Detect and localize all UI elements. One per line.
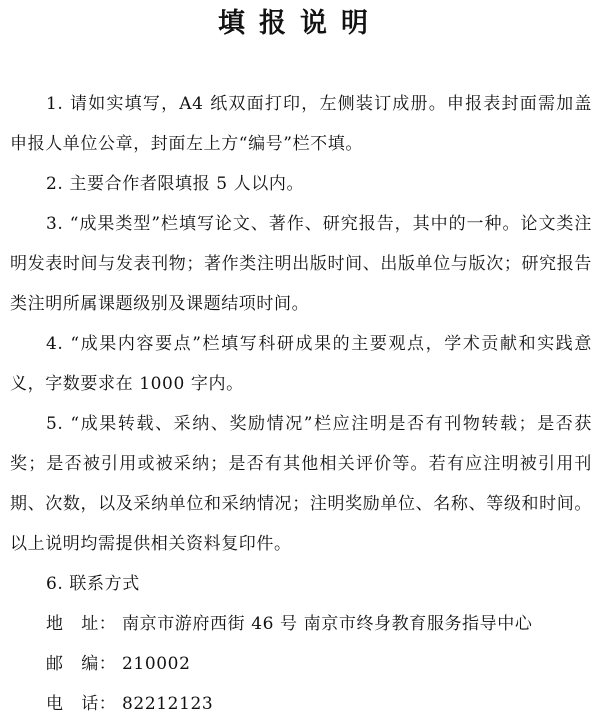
phone-label: 电 话：	[46, 694, 117, 714]
document-title: 填报说明	[218, 8, 382, 39]
instruction-item-5: 5. “成果转载、采纳、奖励情况”栏应注明是否有刊物转载；是否获奖；是否被引用或被采纳；是否有其他相关评价等。若有应注明被引用刊期、次数，以及采纳单位和采纳情况；注明奖励单位、名称、等级和时间。以上说明均需提供相关资料复印件。	[10, 414, 592, 554]
contact-phone-row	[10, 684, 592, 724]
instruction-item-2: 2. 主要合作者限填报 5 人以内。	[46, 174, 305, 194]
instruction-item-6: 6. 联系方式	[46, 574, 140, 594]
postcode-value: 210002	[122, 654, 191, 674]
contact-address-row	[10, 604, 592, 644]
postcode-label: 邮 编：	[46, 654, 117, 674]
contact-postcode-row	[10, 644, 592, 684]
instructions-body	[10, 84, 592, 724]
instruction-item-3: 3. “成果类型”栏填写论文、著作、研究报告，其中的一种。论文类注明发表时间与发表刊物；著作类注明出版时间、出版单位与版次；研究报告类注明所属课题级别及课题结项时间。	[10, 214, 592, 314]
address-value: 南京市游府西街 46 号 南京市终身教育服务指导中心	[122, 614, 533, 634]
phone-value: 82212123	[122, 694, 214, 714]
instruction-item-4: 4. “成果内容要点”栏填写科研成果的主要观点，学术贡献和实践意义，字数要求在 1000 字内。	[10, 334, 592, 394]
instruction-item-1: 1. 请如实填写，A4 纸双面打印，左侧装订成册。申报表封面需加盖申报人单位公章，封面左上方“编号”栏不填。	[10, 94, 592, 154]
address-label: 地 址：	[46, 614, 117, 634]
